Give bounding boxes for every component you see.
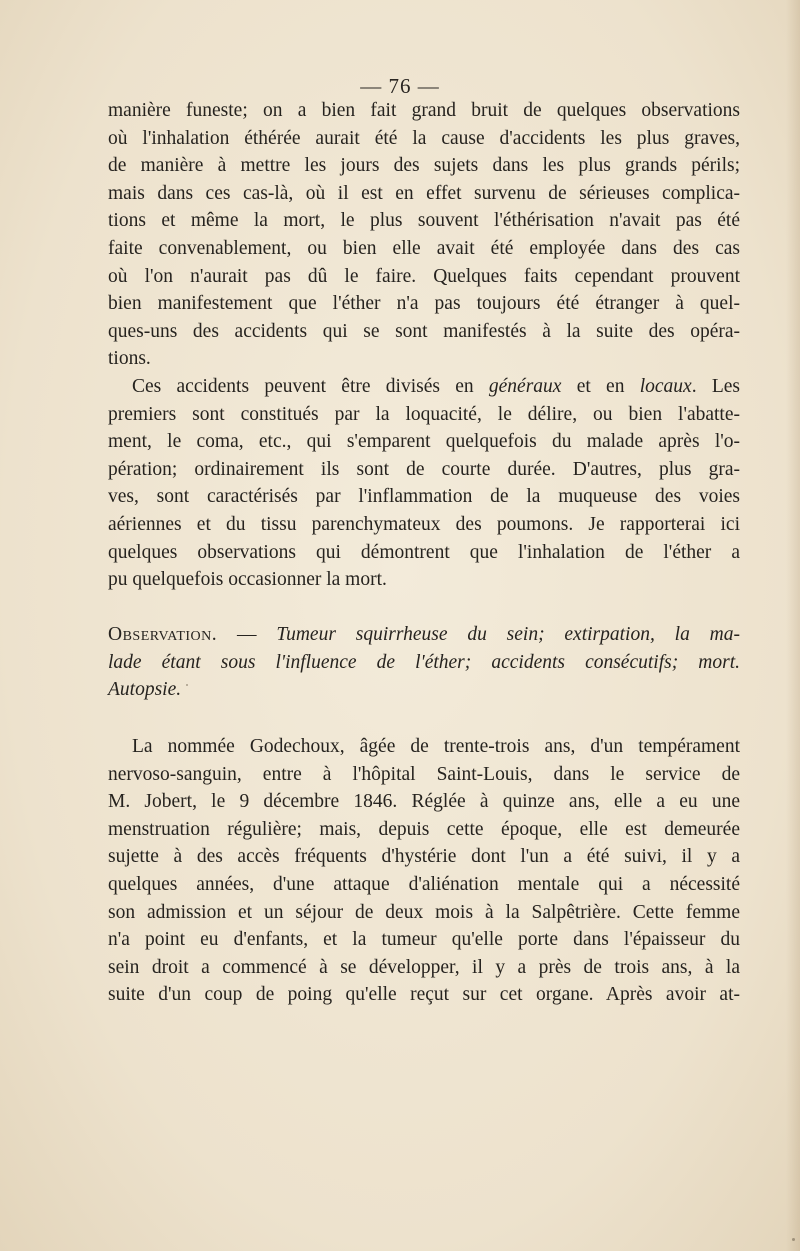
- text-line: M. Jobert, le 9 décembre 1846. Réglée à quinze ans, elle a eu une: [108, 791, 740, 813]
- text-line: faite convenablement, ou bien elle avait été employée dans des cas: [108, 237, 740, 259]
- observation-title: Tumeur squirrheuse du sein; extirpation, la ma-: [276, 624, 741, 645]
- text-line: ment, le coma, etc., qui s'emparent quelquefois du malade après l'o-: [108, 431, 740, 453]
- text-line: ques-uns des accidents qui se sont manifestés à la suite des opéra-: [108, 320, 740, 342]
- text-line: suite d'un coup de poing qu'elle reçut sur cet organe. Après avoir at-: [108, 984, 740, 1006]
- text-line: bien manifestement que l'éther n'a pas toujours été étranger à quel-: [108, 293, 740, 315]
- text-line: quelques observations qui démontrent que l'inhalation de l'éther a: [108, 541, 740, 563]
- text-line: pu quelquefois occasionner la mort.: [108, 569, 387, 591]
- page-number: — 76 —: [360, 74, 440, 98]
- observation-heading: [108, 621, 740, 704]
- page-edge-shadow: [786, 0, 800, 1251]
- observation-label: Observation.: [108, 624, 218, 645]
- text-line: Ces accidents peuvent être divisés en généraux et en locaux. Les: [132, 376, 740, 397]
- paragraph-2: [108, 373, 740, 594]
- text-line: ves, sont caractérisés par l'inflammation de la muqueuse des voies: [108, 486, 740, 508]
- paragraph-3: [108, 733, 740, 1009]
- emphasis-generaux: généraux: [488, 376, 562, 397]
- text-line: Observation. — Tumeur squirrheuse du sein; extirpation, la ma-: [108, 624, 741, 645]
- text-line: Autopsie.: [108, 679, 182, 701]
- text-line: tions et même la mort, le plus souvent l'éthérisation n'avait pas été: [108, 210, 740, 232]
- text-line: mais dans ces cas-là, où il est en effet survenu de sérieuses complica-: [108, 182, 740, 204]
- text-line: de manière à mettre les jours des sujets dans les plus grands périls;: [108, 155, 740, 177]
- text-line: n'a point eu d'enfants, et la tumeur qu'elle porte dans l'épaisseur du: [108, 929, 740, 951]
- text-line: quelques années, d'une attaque d'aliénation mentale qui a nécessité: [108, 873, 740, 895]
- text-line: La nommée Godechoux, âgée de trente-trois ans, d'un tempérament: [132, 736, 740, 757]
- text-line: sein droit a commencé à se développer, il y a près de trois ans, à la: [108, 956, 740, 978]
- paragraph-1: [108, 97, 740, 373]
- text-line: nervoso-sanguin, entre à l'hôpital Saint-Louis, dans le service de: [108, 763, 740, 785]
- text-line: sujette à des accès fréquents d'hystérie dont l'un a été suivi, il y a: [108, 846, 740, 868]
- paper-speck: [792, 1238, 795, 1241]
- text-line: où l'on n'aurait pas dû le faire. Quelques faits cependant prouvent: [108, 265, 740, 287]
- text-line: où l'inhalation éthérée aurait été la cause d'accidents les plus graves,: [108, 127, 740, 149]
- text-line: manière funeste; on a bien fait grand bruit de quelques observations: [108, 100, 740, 121]
- text-line: son admission et un séjour de deux mois à la Salpêtrière. Cette femme: [108, 901, 740, 923]
- text-line: pération; ordinairement ils sont de courte durée. D'autres, plus gra-: [108, 458, 740, 480]
- paper-speck: [186, 684, 188, 686]
- text-line: tions.: [108, 348, 151, 370]
- text-line: premiers sont constitués par la loquacité, le délire, ou bien l'abatte-: [108, 403, 740, 425]
- emphasis-locaux: locaux: [639, 376, 692, 397]
- text-line: aériennes et du tissu parenchymateux des poumons. Je rapporterai ici: [108, 513, 740, 535]
- text-line: menstruation régulière; mais, depuis cette époque, elle est demeurée: [108, 818, 740, 840]
- text-line: lade étant sous l'influence de l'éther; accidents consécutifs; mort.: [108, 651, 740, 673]
